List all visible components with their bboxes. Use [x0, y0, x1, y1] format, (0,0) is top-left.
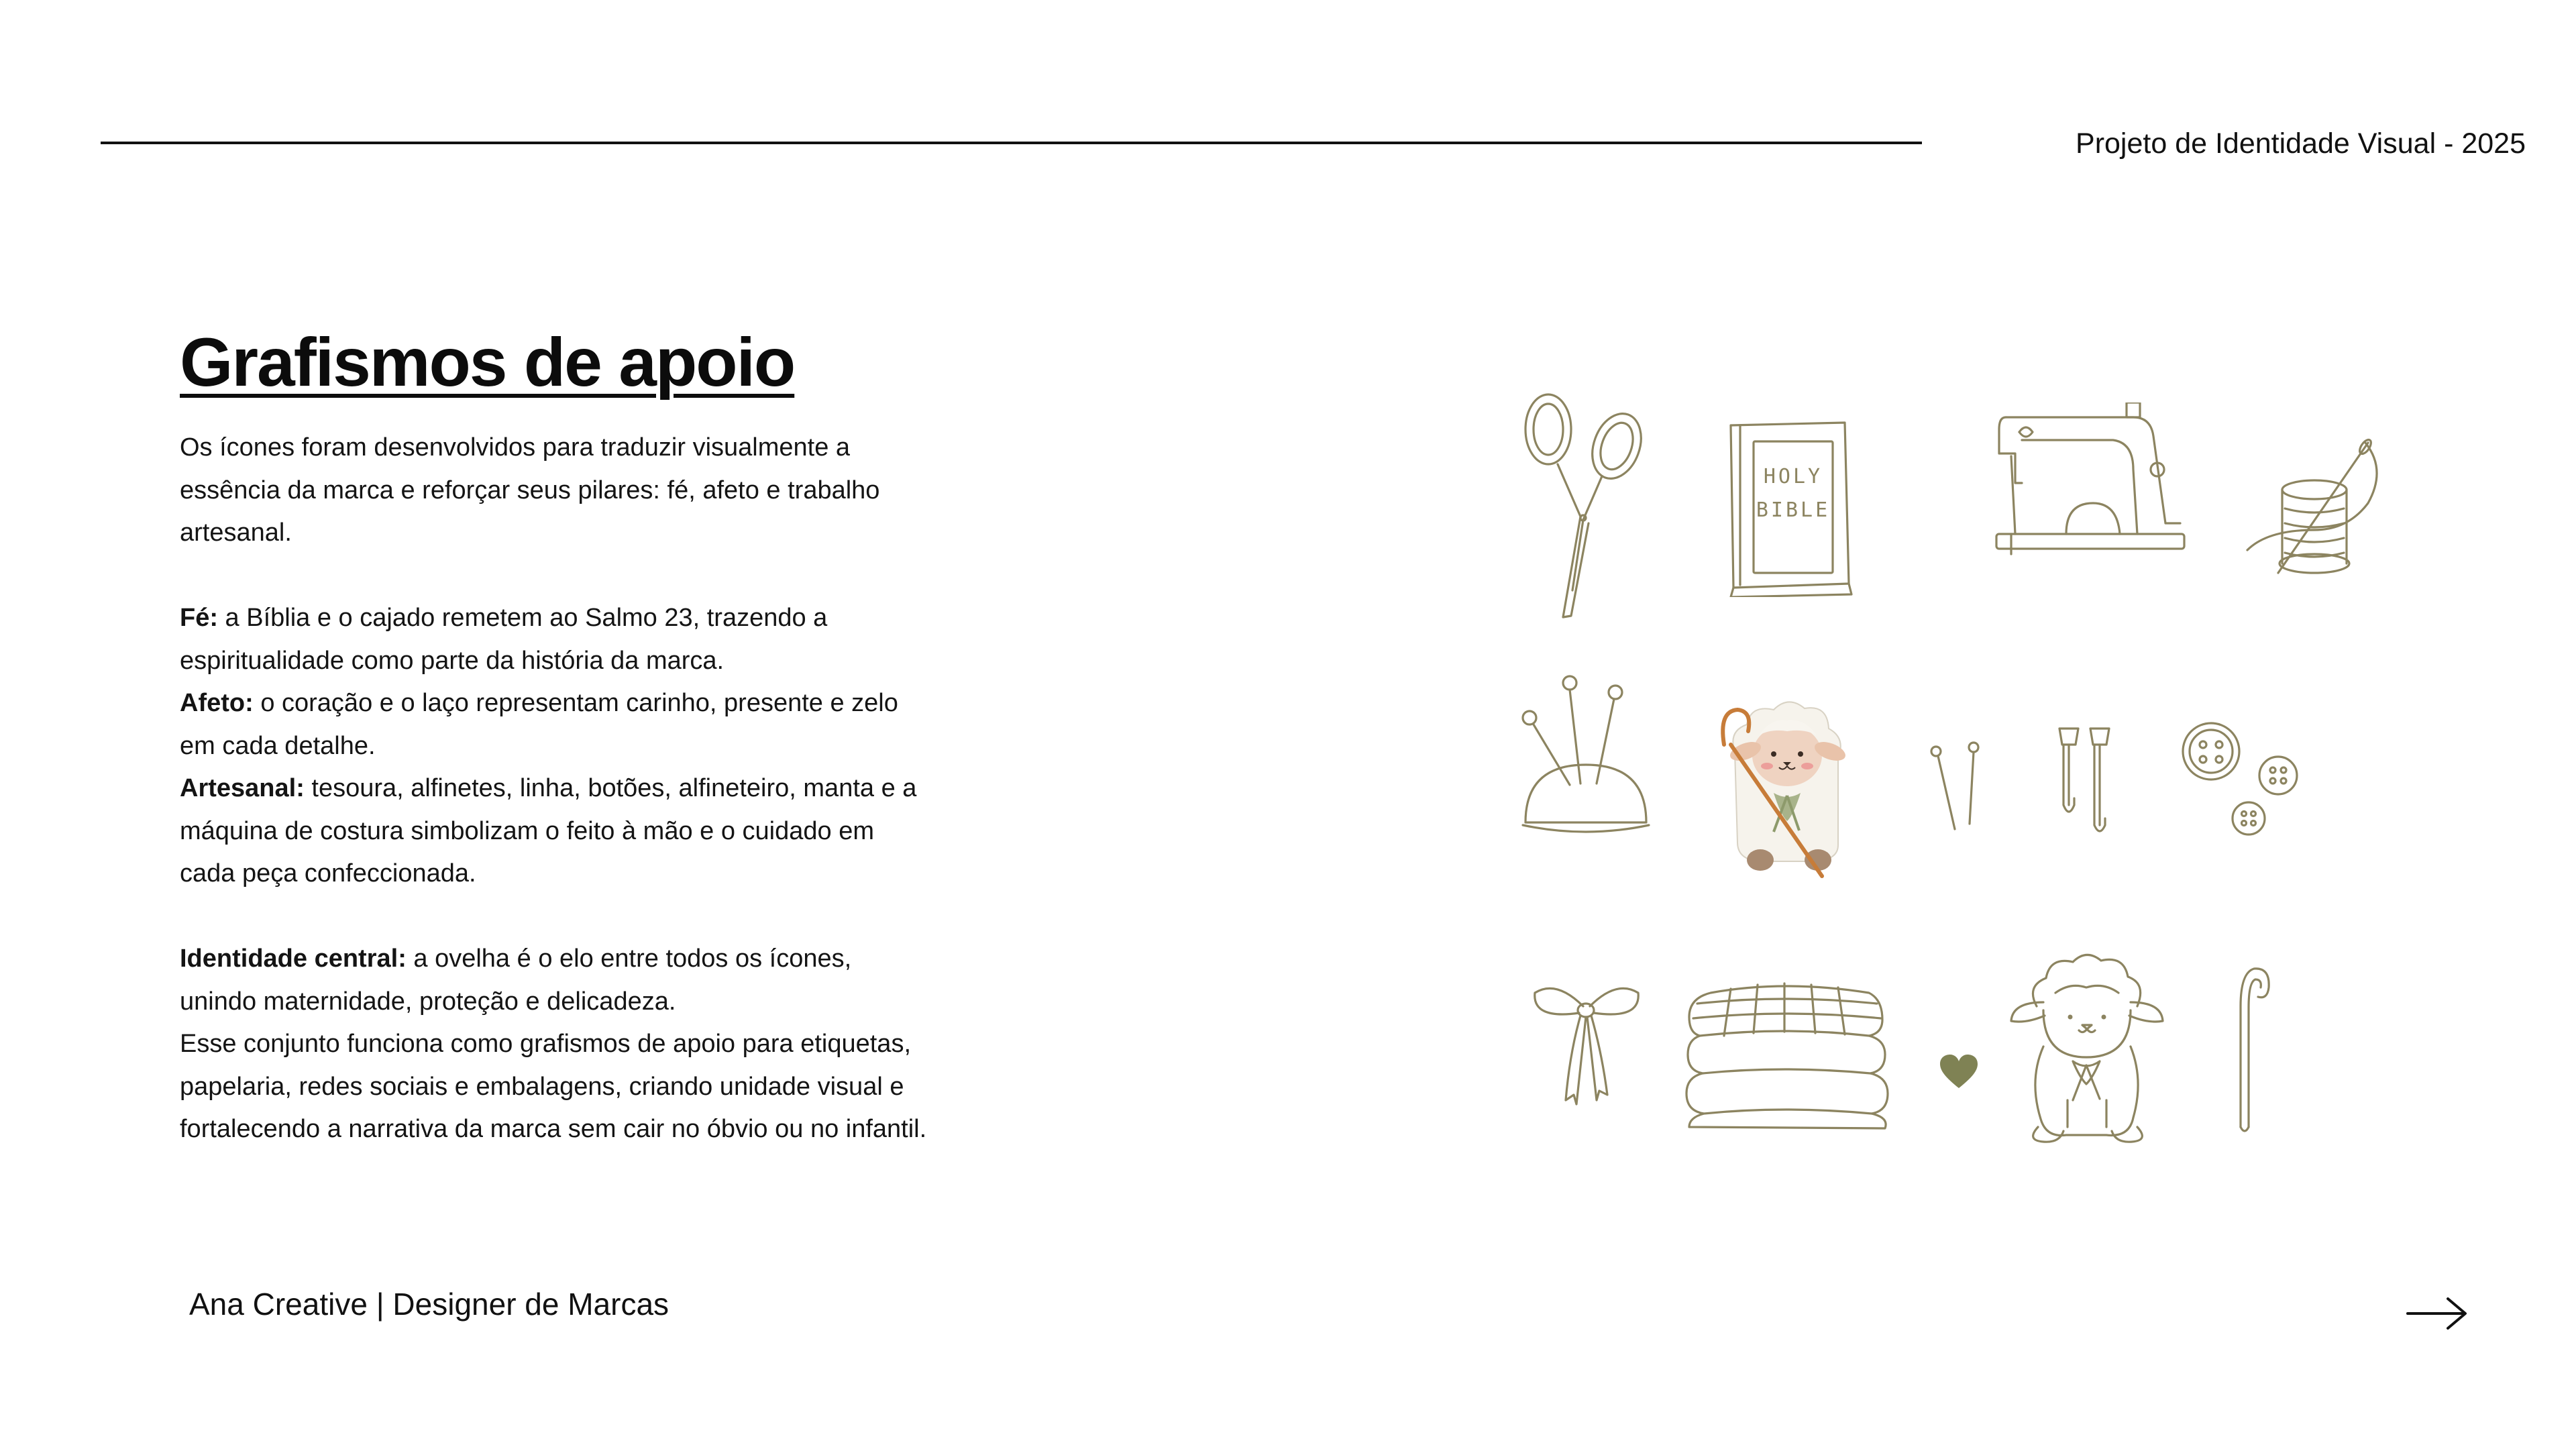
scissors-icon [1516, 389, 1650, 631]
arrow-right-icon[interactable] [2405, 1295, 2469, 1332]
closing-paragraph: Esse conjunto funciona como grafismos de apoio para etiquetas, papelaria, redes sociais e embalagens, criando unidade visual e fortalecendo a narrativa da marca sem cair no óbvio ou no infantil. [180, 1030, 927, 1143]
pillar-text: tesoura, alfinetes, linha, botões, alfineteiro, manta e a máquina de costura simbolizam o feito à mão e o cuidado em cada peça confeccionada. [180, 774, 917, 888]
shepherd-staff-icon [2220, 959, 2274, 1140]
buttons-icon [2180, 718, 2314, 852]
support-graphics-panel [1516, 376, 2388, 1154]
thread-spool-icon [2241, 429, 2388, 584]
description-block [180, 427, 931, 1151]
pins-icon [1925, 738, 1999, 839]
sheep-outline-icon [2006, 946, 2167, 1147]
identity-label: Identidade central: [180, 945, 407, 973]
identity-paragraph [180, 938, 931, 1023]
paragraph-spacer [180, 896, 931, 938]
pincushion-icon [1516, 671, 1664, 845]
bible-icon [1724, 416, 1858, 597]
safety-pins-icon [2046, 724, 2120, 839]
bow-icon [1529, 979, 1644, 1114]
sewing-machine-icon [1992, 402, 2194, 577]
paragraph-spacer [180, 555, 931, 598]
pillar-artesanal [180, 767, 931, 896]
footer-brand: Ana Creative | Designer de Marcas [189, 1287, 669, 1322]
project-label: Projeto de Identidade Visual - 2025 [2076, 127, 2526, 160]
heart-icon [1939, 1053, 1979, 1091]
pillar-label: Fé: [180, 604, 218, 632]
pillar-label: Afeto: [180, 689, 254, 717]
pillar-label: Artesanal: [180, 774, 305, 802]
intro-paragraph: Os ícones foram desenvolvidos para traduzir visualmente a essência da marca e reforçar seus pilares: fé, afeto e trabalho artesanal. [180, 433, 880, 547]
header-divider [101, 142, 1922, 144]
bible-title-line1: HOLY [1763, 465, 1823, 488]
pillar-fe [180, 597, 931, 682]
sheep-with-staff-icon [1704, 671, 1878, 885]
pillar-text: a Bíblia e o cajado remetem ao Salmo 23, trazendo a espiritualidade como parte da história da marca. [180, 604, 828, 675]
pillar-afeto [180, 682, 931, 767]
folded-blanket-icon [1684, 979, 1892, 1134]
page-title: Grafismos de apoio [180, 324, 795, 400]
pillar-text: o coração e o laço representam carinho, presente e zelo em cada detalhe. [180, 689, 898, 760]
identity-text: a ovelha é o elo entre todos os ícones, unindo maternidade, proteção e delicadeza. [180, 945, 852, 1016]
bible-title-line2: BIBLE [1756, 498, 1831, 522]
